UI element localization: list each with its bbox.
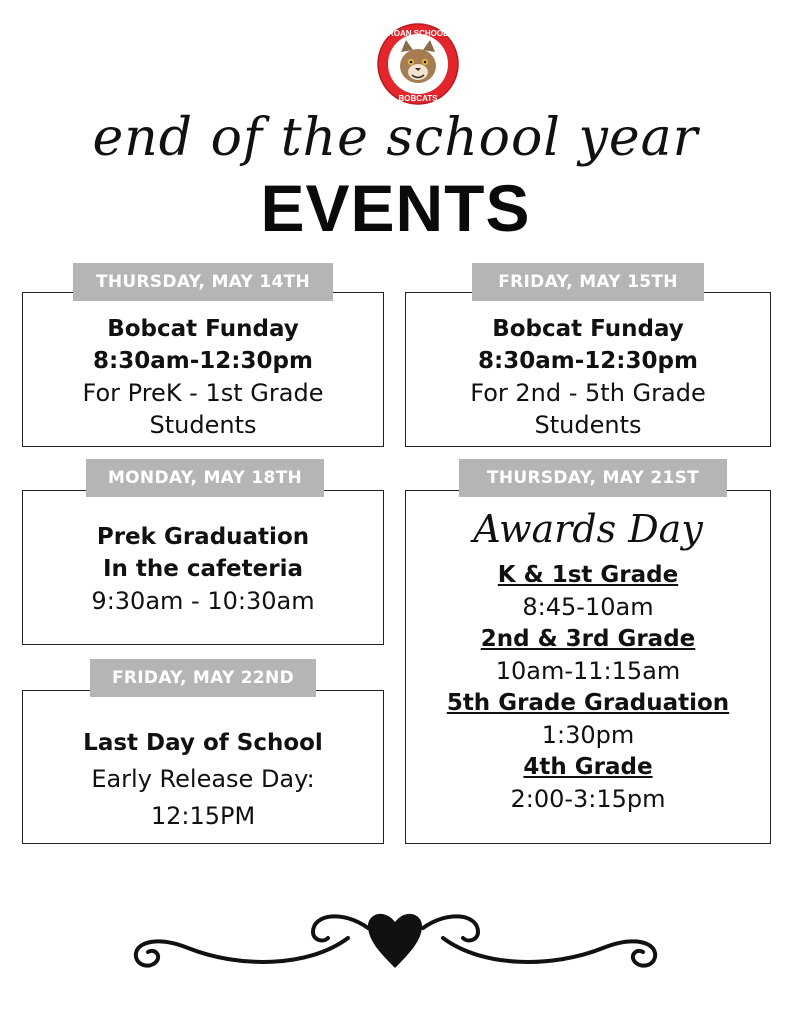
event-title: Prek Graduation [96, 524, 310, 550]
event-title: Last Day of School [83, 730, 323, 756]
event-card-thursday-may-14 [22, 292, 384, 447]
date-tag: THURSDAY, MAY 21ST [459, 459, 727, 497]
event-title: Bobcat Funday [492, 316, 684, 342]
event-detail: Early Release Day: [91, 765, 315, 793]
title-events: EVENTS [260, 171, 531, 245]
event-title: Bobcat Funday [107, 316, 299, 342]
event-detail: For 2nd - 5th Grade [470, 379, 706, 407]
event-time: 8:30am-12:30pm [478, 348, 698, 374]
awards-group-label: 5th Grade Graduation [446, 690, 730, 716]
awards-day-heading: Awards Day [473, 507, 703, 551]
school-logo-icon [371, 22, 465, 106]
date-tag: FRIDAY, MAY 22ND [90, 659, 316, 697]
date-tag: FRIDAY, MAY 15TH [472, 263, 704, 301]
event-time: 9:30am - 10:30am [91, 587, 315, 615]
event-card-friday-may-15 [405, 292, 771, 447]
awards-group-time: 10am-11:15am [495, 657, 681, 685]
event-time: 8:30am-12:30pm [93, 348, 313, 374]
event-detail: For PreK - 1st Grade [82, 379, 324, 407]
awards-group-label: 2nd & 3rd Grade [480, 626, 696, 652]
event-time: 12:15PM [150, 802, 256, 830]
event-detail: Students [534, 411, 642, 439]
event-detail: Students [149, 411, 257, 439]
date-tag: MONDAY, MAY 18TH [86, 459, 324, 497]
logo-bottom-text: BOBCATS [398, 94, 438, 103]
event-card-thursday-may-21 [405, 490, 771, 844]
awards-group-label: K & 1st Grade [497, 562, 679, 588]
date-tag: THURSDAY, MAY 14TH [73, 263, 333, 301]
event-location: In the cafeteria [102, 556, 303, 582]
heart-flourish-divider-icon [118, 898, 673, 980]
awards-group-time: 8:45-10am [522, 593, 654, 621]
title-script: end of the school year [92, 108, 699, 168]
logo-top-text: ROAN SCHOOL [388, 29, 448, 38]
event-card-friday-may-22 [22, 690, 384, 844]
awards-group-label: 4th Grade [523, 754, 653, 780]
awards-group-time: 1:30pm [541, 721, 635, 749]
awards-group-time: 2:00-3:15pm [510, 785, 666, 813]
event-card-monday-may-18 [22, 490, 384, 645]
